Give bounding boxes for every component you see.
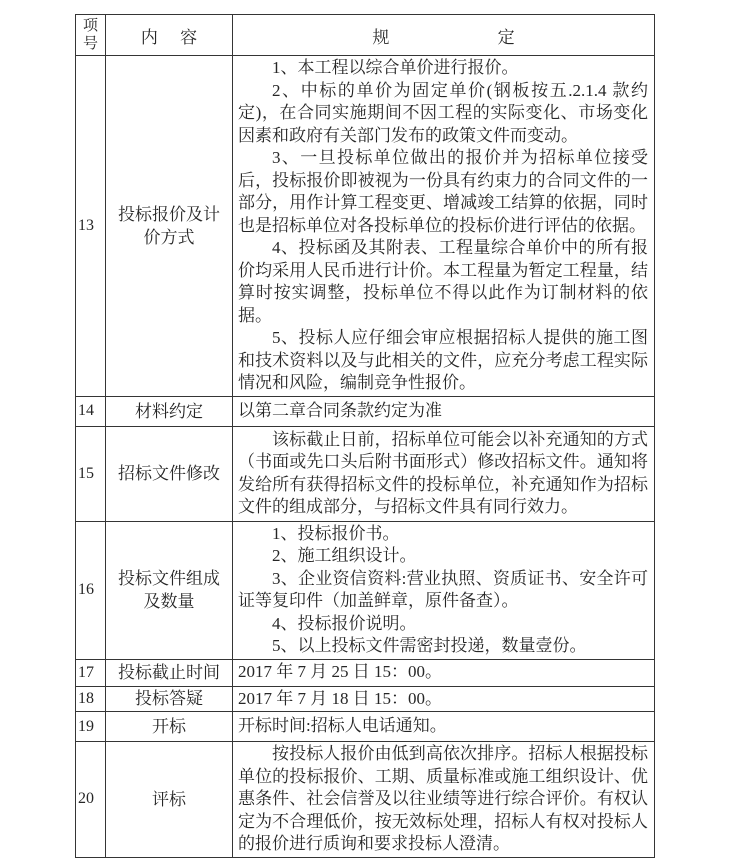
table-row: [76, 742, 655, 858]
table-header-row: [76, 15, 655, 56]
table-row: [76, 56, 655, 397]
content-label: 开标: [106, 712, 233, 742]
tender-terms-table: [75, 14, 655, 858]
rules-cell: [233, 521, 655, 659]
item-no: 19: [76, 712, 106, 742]
item-no: 15: [76, 426, 106, 521]
header-rule: 规 定: [233, 15, 655, 56]
rule-paragraph: 以第二章合同条款约定为准: [238, 400, 442, 420]
rule-paragraph: 4、投标函及其附表、工程量综合单价中的所有报价均采用人民币进行计价。本工程量为暂定工程量，结算时按实调整，投标单位不得以此作为订制材料的依据。: [238, 238, 648, 325]
content-label: 评标: [106, 742, 233, 858]
content-label: 投标答疑: [106, 686, 233, 712]
content-label: 材料约定: [106, 396, 233, 426]
rules-cell: [233, 686, 655, 712]
table-row: [76, 659, 655, 686]
item-no: 17: [76, 659, 106, 686]
rules-cell: [233, 712, 655, 742]
rule-paragraph: 2、中标的单价为固定单价(钢板按五.2.1.4 款约定)，在合同实施期间不因工程的实际变化、市场变化因素和政府有关部门发布的政策文件而变动。: [238, 80, 648, 145]
table-row: [76, 426, 655, 521]
item-no: 18: [76, 686, 106, 712]
content-label: 投标截止时间: [106, 659, 233, 686]
rules-cell: [233, 742, 655, 858]
rule-paragraph: 2017 年 7 月 25 日 15：00。: [238, 662, 442, 682]
rule-paragraph: 1、本工程以综合单价进行报价。: [272, 58, 519, 77]
rule-paragraph: 4、投标报价说明。: [272, 613, 417, 633]
item-no: 20: [76, 742, 106, 858]
rules-cell: [233, 396, 655, 426]
rule-paragraph: 3、一旦投标单位做出的报价并为招标单位接受后，投标报价即被视为一份具有约束力的合同文件的一部分，用作计算工程变更、增减竣工结算的依据，同时也是招标单位对各投标单位的投标价进行评估的依据。: [238, 148, 648, 235]
rule-paragraph: 该标截止日前，招标单位可能会以补充通知的方式（书面或先口头后附书面形式）修改招标文件。通知将发给所有获得招标文件的投标单位，补充通知作为招标文件的组成部分，与招标文件具有同行效力。: [238, 429, 648, 516]
header-content: 内 容: [106, 15, 233, 56]
item-no: 16: [76, 521, 106, 659]
content-label: 投标报价及计价方式: [106, 56, 233, 397]
rule-paragraph: 5、以上投标文件需密封投递，数量壹份。: [272, 636, 587, 655]
table-row: [76, 396, 655, 426]
rule-paragraph: 5、投标人应仔细会审应根据招标人提供的施工图和技术资料以及与此相关的文件，应充分考虑工程实际情况和风险，编制竞争性报价。: [238, 328, 648, 392]
rule-paragraph: 3、企业资信资料:营业执照、资质证书、安全许可证等复印件（加盖鲜章，原件备查）。: [238, 568, 648, 610]
rules-cell: [233, 426, 655, 521]
rule-paragraph: 开标时间:招标人电话通知。: [238, 716, 447, 736]
content-label: 招标文件修改: [106, 426, 233, 521]
table-row: [76, 712, 655, 742]
table-row: [76, 686, 655, 712]
rule-paragraph: 2、施工组织设计。: [272, 546, 417, 565]
rule-paragraph: 按投标人报价由低到高依次排序。招标人根据投标单位的投标报价、工期、质量标准或施工组织设计、优惠条件、社会信誉及以往业绩等进行综合评价。有权认定为不合理低价，按无效标处理，招标人有权对投标人的报价进行质询和要求投标人澄清。: [238, 744, 648, 853]
table-row: [76, 521, 655, 659]
header-item-no: 项号: [76, 15, 106, 56]
rules-cell: [233, 659, 655, 686]
content-label: 投标文件组成及数量: [106, 521, 233, 659]
rule-paragraph: 2017 年 7 月 18 日 15：00。: [238, 688, 442, 708]
rules-cell: [233, 56, 655, 397]
item-no: 13: [76, 56, 106, 397]
item-no: 14: [76, 396, 106, 426]
rule-paragraph: 1、投标报价书。: [272, 523, 400, 543]
